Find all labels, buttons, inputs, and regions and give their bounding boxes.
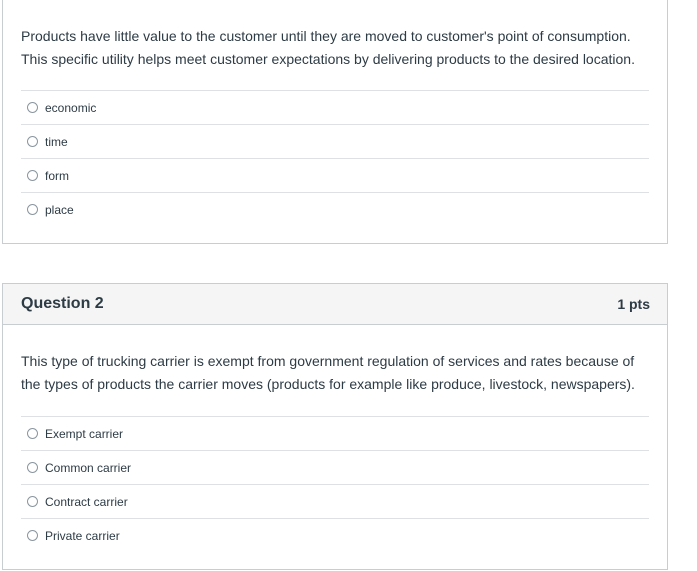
radio-button-icon[interactable] [27,428,38,439]
answer-option-time[interactable] [21,124,649,158]
answer-option-economic[interactable] [21,90,649,124]
answer-label: form [45,168,69,183]
answer-label: economic [45,100,97,115]
answer-option-common-carrier[interactable] [21,450,649,484]
question-1-answers [21,90,649,226]
answer-option-contract-carrier[interactable] [21,484,649,518]
answer-label: time [45,134,68,149]
question-1-text: Products have little value to the customer until they are moved to customer's point of consumption. This specific utility helps meet customer expectations by delivering products to the desired location. [21,28,635,67]
radio-button-icon[interactable] [27,136,38,147]
radio-button-icon[interactable] [27,530,38,541]
answer-option-place[interactable] [21,192,649,226]
radio-button-icon[interactable] [27,496,38,507]
radio-button-icon[interactable] [27,102,38,113]
question-points: 1 pts [617,296,650,312]
answer-label: Common carrier [45,460,132,475]
answer-option-private-carrier[interactable] [21,518,649,552]
answer-option-form[interactable] [21,158,649,192]
question-header [3,284,667,325]
answer-label: Private carrier [45,528,120,543]
answer-label: Exempt carrier [45,426,124,441]
answer-option-exempt-carrier[interactable] [21,416,649,450]
question-2-answers [21,416,649,552]
radio-button-icon[interactable] [27,170,38,181]
question-2 [2,283,668,570]
question-2-text: This type of trucking carrier is exempt from government regulation of services and rates because of the types of products the carrier moves (products for example like produce, livestock, newspapers). [21,353,635,392]
question-title: Question 2 [21,295,104,312]
question-1 [2,0,668,244]
answer-label: place [45,202,74,217]
radio-button-icon[interactable] [27,204,38,215]
radio-button-icon[interactable] [27,462,38,473]
answer-label: Contract carrier [45,494,128,509]
